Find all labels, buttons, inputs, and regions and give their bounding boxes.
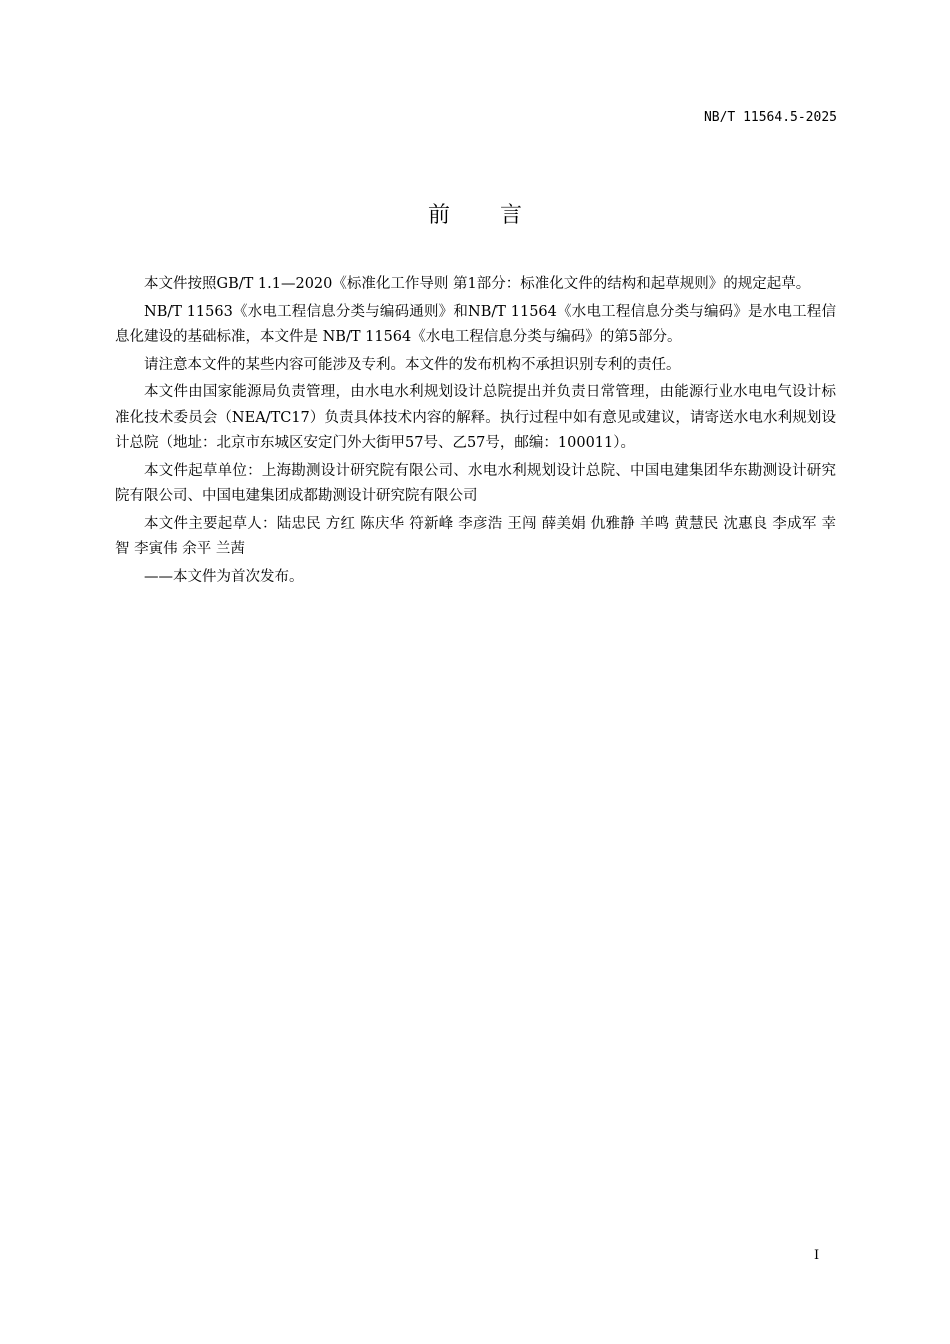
paragraph-patent-notice: 请注意本文件的某些内容可能涉及专利。本文件的发布机构不承担识别专利的责任。 xyxy=(144,356,681,373)
paragraph-drafting-rules: 本文件按照GB/T 1.1—2020《标准化工作导则 第1部分：标准化文件的结构和起草规则》的规定起草。 xyxy=(144,276,811,292)
page-title: 前言 xyxy=(427,203,572,228)
standard-number: NB/T 11564.5-2025 xyxy=(703,110,837,125)
paragraph-related-standards: NB/T 11563《水电工程信息分类与编码通则》和NB/T 11564《水电工程信息分类与编码》是水电工程信息化建设的基础标准，本文件是 NB/T 11564《水电工程信息分类与编码》的第5部分。 xyxy=(115,303,836,345)
preface-body xyxy=(115,272,836,592)
page-number: I xyxy=(814,1248,820,1263)
paragraph-drafters: 本文件主要起草人：陆忠民 方红 陈庆华 符新峰 李彦浩 王闯 薛美娟 仇雅静 羊鸣 黄慧民 沈惠良 李成军 幸智 李寅伟 余平 兰茜 xyxy=(115,515,836,557)
paragraph-management: 本文件由国家能源局负责管理，由水电水利规划设计总院提出并负责日常管理，由能源行业水电电气设计标准化技术委员会（NEA/TC17）负责具体技术内容的解释。执行过程中如有意见或建议，请寄送水电水利规划设计总院（地址：北京市东城区安定门外大街甲57号、乙57号，邮编：100011）。 xyxy=(115,384,836,451)
paragraph-first-release: ——本文件为首次发布。 xyxy=(144,568,304,585)
paragraph-drafting-units: 本文件起草单位：上海勘测设计研究院有限公司、水电水利规划设计总院、中国电建集团华东勘测设计研究院有限公司、中国电建集团成都勘测设计研究院有限公司 xyxy=(115,462,836,504)
